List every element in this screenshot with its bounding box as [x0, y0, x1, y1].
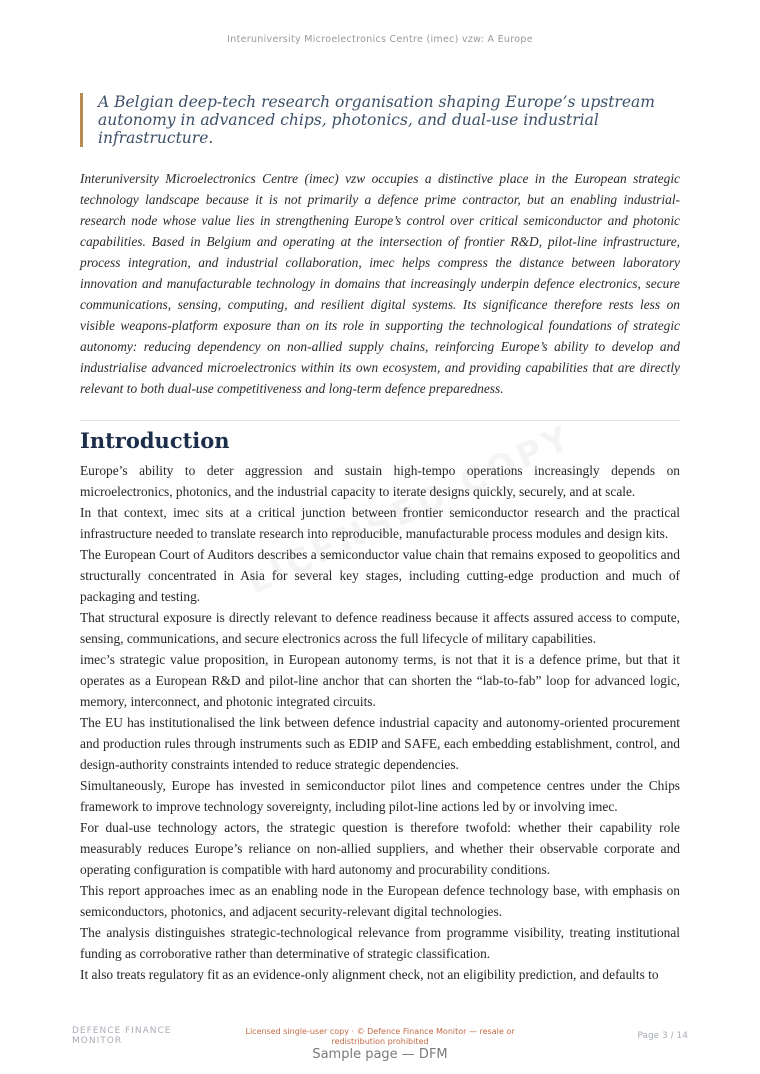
abstract-paragraph: Interuniversity Microelectronics Centre (imec) vzw occupies a distinctive place in the European strategic technology landscape because it is not primarily a defence prime contractor, but an enabling industrial-research node whose value lies in strengthening Europe’s control over critical semiconductor and photonic capabilities. Based in Belgium and operating at the intersection of frontier R&D, pilot-line infrastructure, process integration, and industrial collaboration, imec helps compress the distance between laboratory innovation and manufacturable technology in domains that increasingly underpin defence electronics, secure communications, sensing, computing, and resilient digital systems. Its significance therefore rests less on visible weapons-platform exposure than on its role in supporting the technological foundations of strategic autonomy: reducing dependency on non-allied supply chains, reinforcing Europe’s ability to develop and industrialise advanced microelectronics within its own ecosystem, and providing capabilities that are directly relevant to both dual-use competitiveness and long-term defence preparedness. [80, 171, 680, 396]
running-header: Interuniversity Microelectronics Centre (imec) vzw: A Europe [227, 34, 533, 45]
section-body [80, 460, 680, 985]
body-paragraph: The EU has institutionalised the link between defence industrial capacity and autonomy-oriented procurement and production rules through instruments such as EDIP and SAFE, each embedding establishment, control, and design-authority constraints intended to reduce strategic dependencies. [80, 715, 680, 772]
body-paragraph: In that context, imec sits at a critical junction between frontier semiconductor research and the practical infrastructure needed to translate research into reproducible, manufacturable process modules and design kits. [80, 505, 680, 541]
footer-license-notice: Licensed single-user copy · © Defence Finance Monitor — resale or redistribution prohibited [245, 1027, 515, 1046]
page-number: Page 3 / 14 [637, 1031, 688, 1041]
footer-brand-line: MONITOR [72, 1035, 123, 1046]
body-paragraph: That structural exposure is directly relevant to defence readiness because it affects assured access to compute, sensing, communications, and secure electronics across the full lifecycle of military capabilities. [80, 610, 680, 646]
sample-page-label: Sample page — DFM [312, 1047, 448, 1062]
footer-brand-line: DEFENCE FINANCE [72, 1026, 172, 1036]
body-paragraph: Europe’s ability to deter aggression and sustain high-tempo operations increasingly depends on microelectronics, photonics, and the industrial capacity to iterate designs quickly, securely, and at scale. [80, 463, 680, 499]
body-paragraph: For dual-use technology actors, the strategic question is therefore twofold: whether their capability role measurably reduces Europe’s reliance on non-allied suppliers, and whether their observable corporate and operating configuration is compatible with hard autonomy and procurability conditions. [80, 820, 680, 877]
pullquote: A Belgian deep-tech research organisation shaping Europe’s upstream autonomy in advanced chips, photonics, and dual-use industrial infrastructure. [80, 93, 688, 147]
body-paragraph: It also treats regulatory fit as an evidence-only alignment check, not an eligibility prediction, and defaults to [80, 967, 659, 982]
section-divider [80, 420, 680, 421]
body-paragraph: imec’s strategic value proposition, in European autonomy terms, is not that it is a defence prime, but that it operates as a European R&D and pilot-line anchor that can shorten the “lab-to-fab” loop for advanced logic, memory, interconnect, and photonic integrated circuits. [80, 652, 680, 709]
section-heading: Introduction [80, 428, 230, 453]
body-paragraph: The European Court of Auditors describes a semiconductor value chain that remains exposed to geopolitics and structurally concentrated in Asia for several key stages, including cutting-edge production and much of packaging and testing. [80, 547, 680, 604]
body-paragraph: This report approaches imec as an enabling node in the European defence technology base, with emphasis on semiconductors, photonics, and adjacent security-relevant digital technologies. [80, 883, 680, 919]
body-paragraph: Simultaneously, Europe has invested in semiconductor pilot lines and competence centres under the Chips framework to improve technology sovereignty, including pilot-line actions led by or involving imec. [80, 778, 680, 814]
body-paragraph: The analysis distinguishes strategic-technological relevance from programme visibility, treating institutional funding as corroborative rather than determinative of strategic classification. [80, 925, 680, 961]
footer-brand [72, 1027, 171, 1046]
